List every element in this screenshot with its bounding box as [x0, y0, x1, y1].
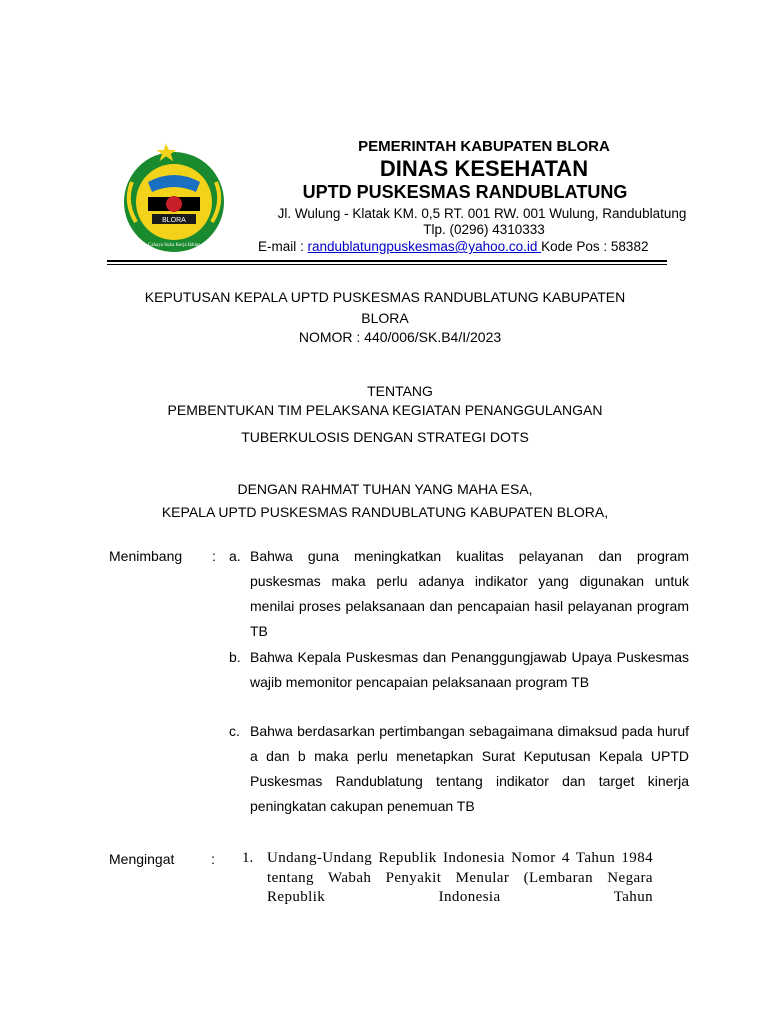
menimbang-item-b-letter: b.: [229, 649, 241, 665]
blessing-line1: DENGAN RAHMAT TUHAN YANG MAHA ESA,: [237, 481, 533, 497]
mengingat-label: Mengingat: [109, 851, 175, 867]
letterhead-divider-thick: [107, 260, 667, 262]
mengingat-item-1: Undang-Undang Republik Indonesia Nomor 4 Tahun 1984 tentang Wabah Penyakit Menular (Lembaran Negara Republik Indonesia Tahun: [267, 850, 653, 905]
decree-title-line2: BLORA: [361, 310, 409, 326]
letterhead-phone: Tlp. (0296) 4310333: [423, 222, 545, 237]
menimbang-colon: :: [212, 548, 216, 564]
letterhead-contact: [258, 238, 648, 256]
letterhead-unit: UPTD PUSKESMAS RANDUBLATUNG: [302, 182, 628, 202]
logo-motto: Cahaya Suka Kerja Ikhlas: [147, 243, 201, 248]
decree-subject-line1: PEMBENTUKAN TIM PELAKSANA KEGIATAN PENANGGULANGAN: [167, 402, 603, 418]
menimbang-item-c: Bahwa berdasarkan pertimbangan sebagaimana dimaksud pada huruf a dan b maka perlu menetapkan Surat Keputusan Kepala UPTD Puskesmas Randublatung tentang indikator dan target kinerja peningkatan cakupan penemuan TB: [250, 723, 689, 814]
letterhead-address: Jl. Wulung - Klatak KM. 0,5 RT. 001 RW. 001 Wulung, Randublatung: [277, 206, 687, 221]
letterhead-department: DINAS KESEHATAN: [379, 156, 589, 181]
mengingat-item-1-number: 1.: [242, 850, 254, 866]
menimbang-item-b: Bahwa Kepala Puskesmas dan Penanggungjawab Upaya Puskesmas wajib memonitor pencapaian pelaksanaan program TB: [250, 649, 689, 690]
logo-label: BLORA: [162, 217, 186, 224]
email-label: E-mail :: [258, 239, 308, 254]
blessing-line2: KEPALA UPTD PUSKESMAS RANDUBLATUNG KABUPATEN BLORA,: [161, 504, 609, 520]
menimbang-label: Menimbang: [109, 548, 183, 564]
decree-about: TENTANG: [367, 383, 433, 399]
letterhead-government: PEMERINTAH KABUPATEN BLORA: [358, 138, 610, 155]
decree-subject-line2: TUBERKULOSIS DENGAN STRATEGI DOTS: [241, 429, 529, 445]
decree-number: NOMOR : 440/006/SK.B4/I/2023: [298, 329, 502, 345]
decree-title-line1: KEPUTUSAN KEPALA UPTD PUSKESMAS RANDUBLATUNG KABUPATEN: [144, 289, 626, 305]
blora-crest-logo: [118, 142, 230, 254]
postal-code: Kode Pos : 58382: [541, 239, 649, 254]
letterhead-divider-thin: [107, 264, 667, 265]
menimbang-item-c-letter: c.: [229, 723, 240, 739]
mengingat-colon: :: [211, 851, 215, 867]
email-link[interactable]: randublatungpuskesmas@yahoo.co.id: [307, 239, 542, 254]
menimbang-item-a: Bahwa guna meningkatkan kualitas pelayanan dan program puskesmas maka perlu adanya indikator yang digunakan untuk menilai proses pelaksanaan dan pencapaian hasil pelayanan program TB: [250, 548, 689, 639]
menimbang-item-a-letter: a.: [229, 548, 241, 564]
